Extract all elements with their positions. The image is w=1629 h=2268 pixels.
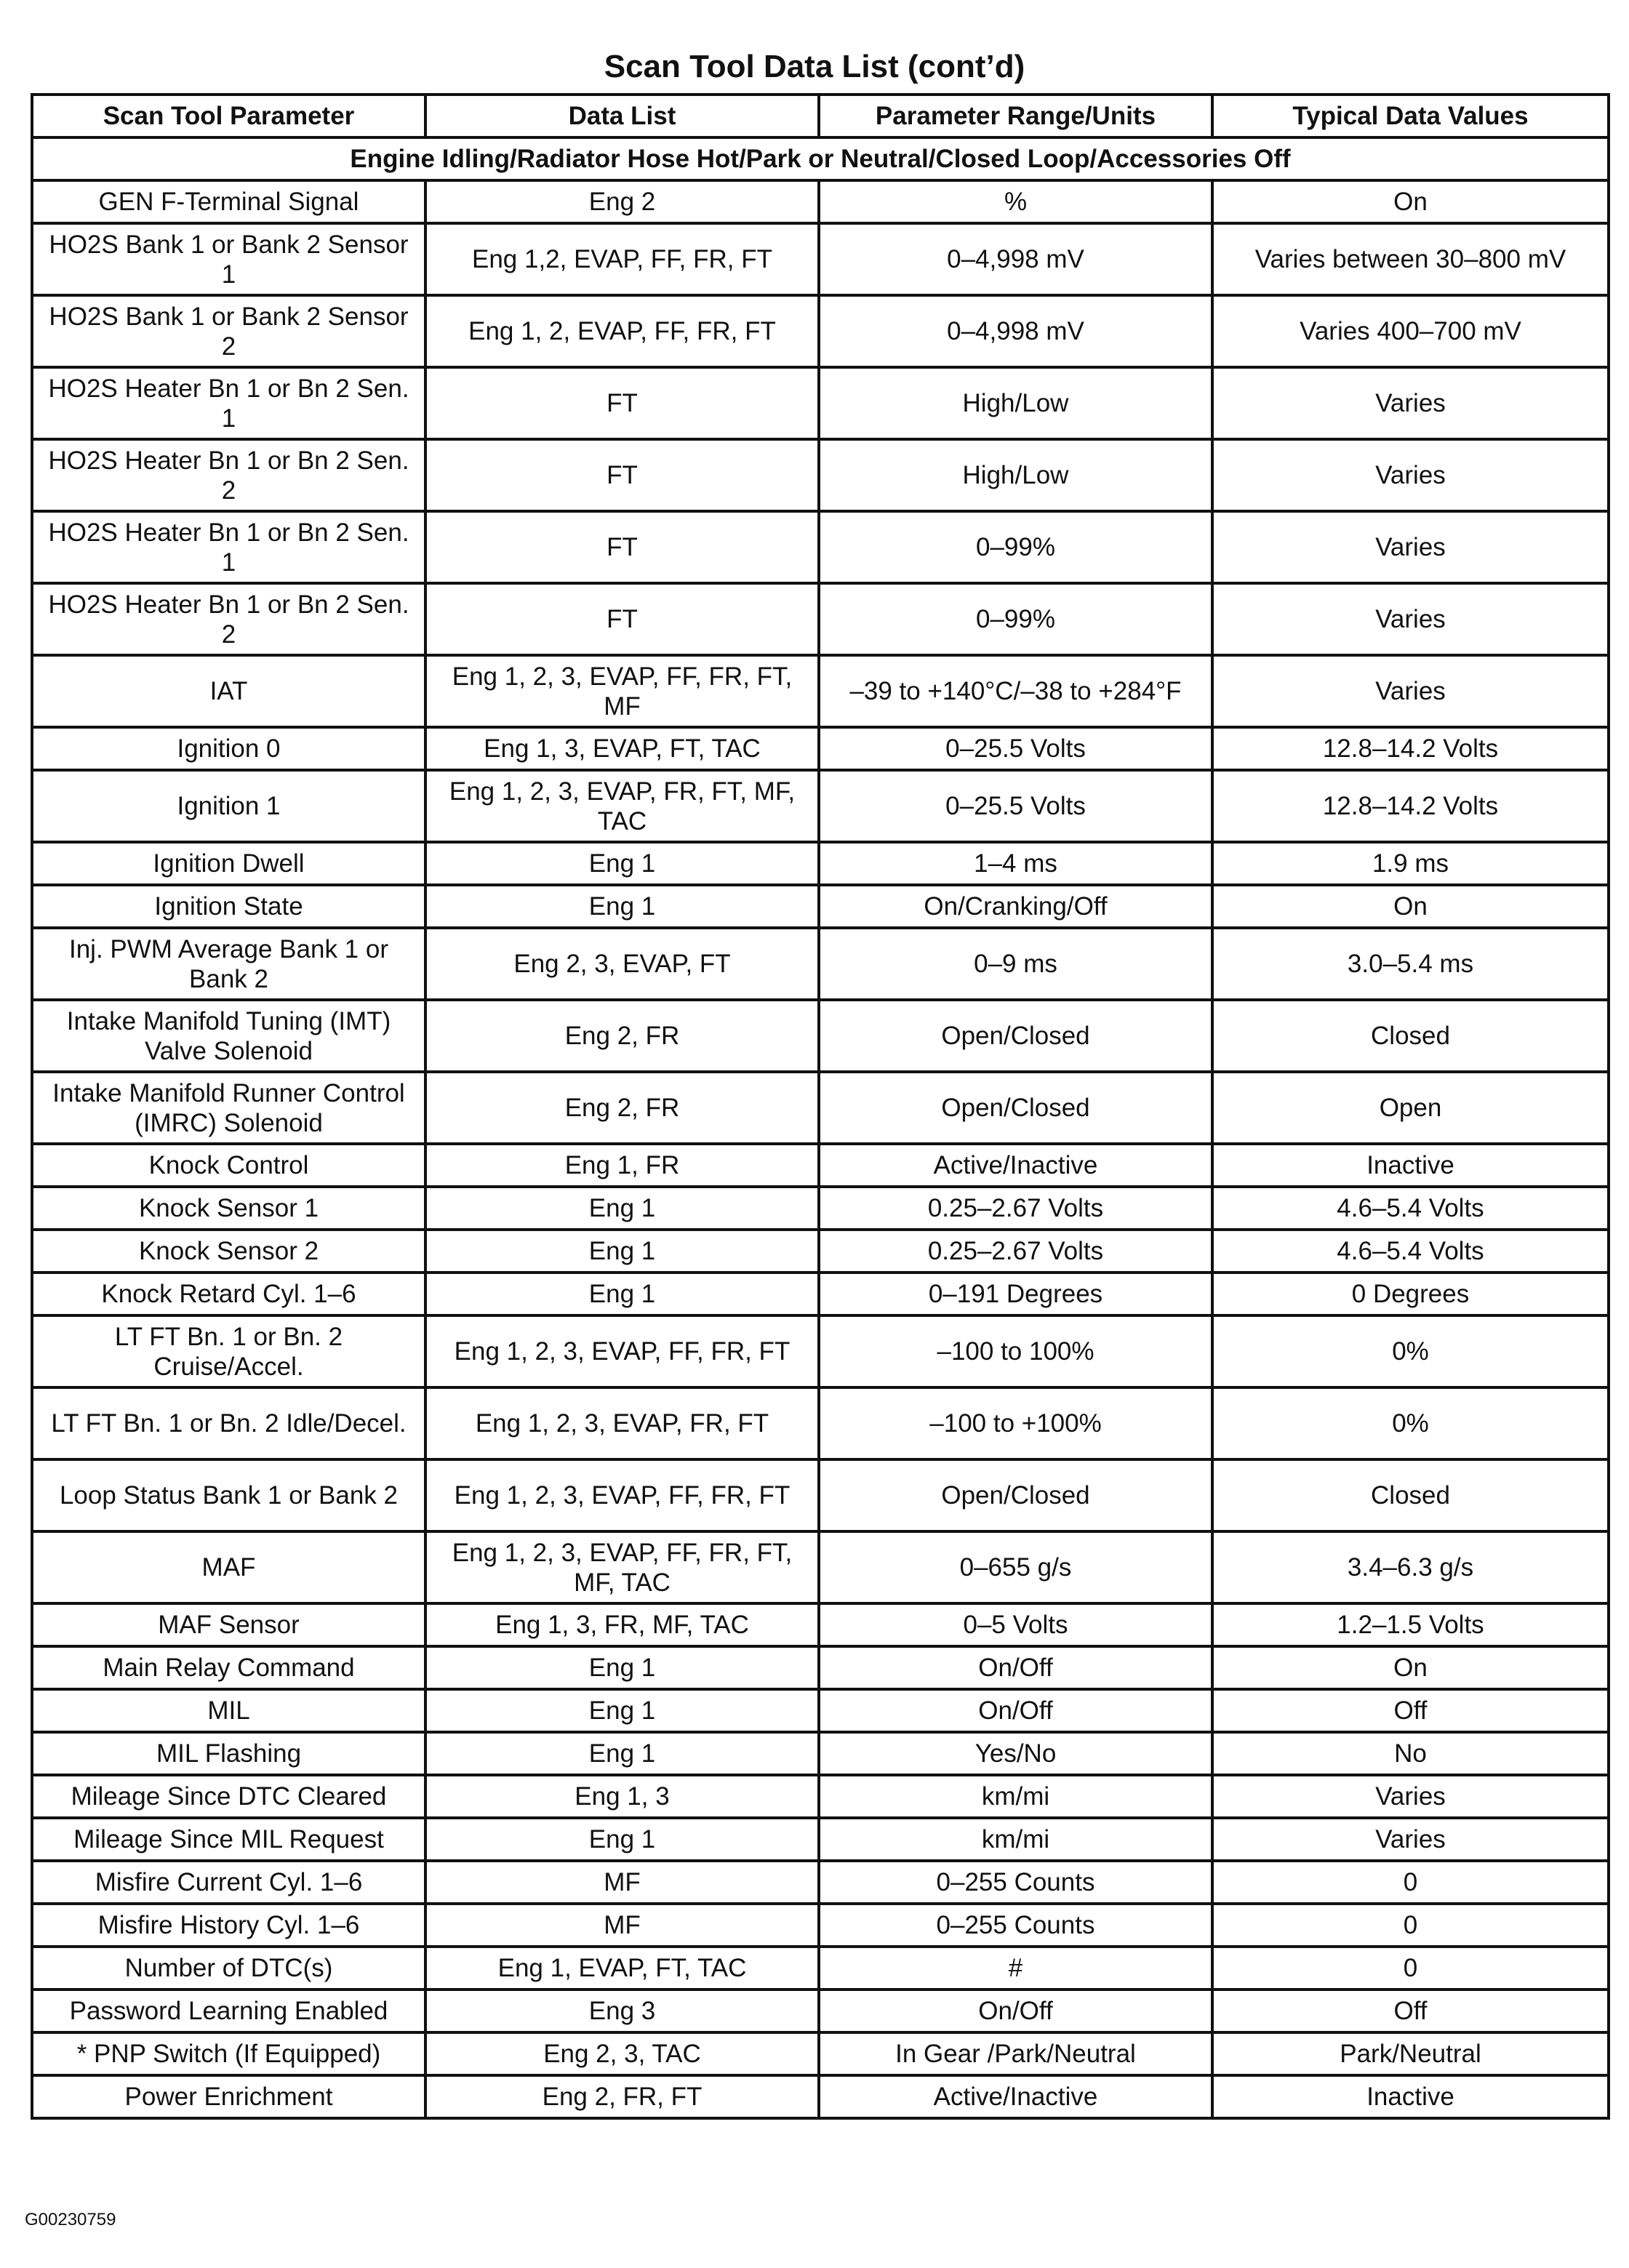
cell-typical-value: Inactive bbox=[1212, 2075, 1609, 2118]
cell-parameter: HO2S Heater Bn 1 or Bn 2 Sen. 1 bbox=[32, 511, 425, 583]
condition-row bbox=[32, 137, 1609, 180]
cell-range-units: In Gear /Park/Neutral bbox=[819, 2032, 1212, 2075]
cell-range-units: Open/Closed bbox=[819, 1000, 1212, 1072]
cell-parameter: Ignition State bbox=[32, 885, 425, 928]
cell-parameter: HO2S Heater Bn 1 or Bn 2 Sen. 2 bbox=[32, 583, 425, 655]
cell-data-list: Eng 1 bbox=[425, 1646, 819, 1689]
cell-parameter: Knock Control bbox=[32, 1144, 425, 1187]
table-row bbox=[32, 1072, 1609, 1144]
column-header-typical-values: Typical Data Values bbox=[1212, 95, 1609, 137]
cell-parameter: MAF bbox=[32, 1531, 425, 1603]
cell-typical-value: Varies bbox=[1212, 655, 1609, 727]
column-header-parameter: Scan Tool Parameter bbox=[32, 95, 425, 137]
cell-data-list: Eng 1 bbox=[425, 842, 819, 885]
cell-range-units: 0.25–2.67 Volts bbox=[819, 1230, 1212, 1273]
cell-typical-value: Varies 400–700 mV bbox=[1212, 295, 1609, 367]
cell-parameter: HO2S Bank 1 or Bank 2 Sensor 2 bbox=[32, 295, 425, 367]
cell-range-units: High/Low bbox=[819, 439, 1212, 511]
cell-range-units: On/Off bbox=[819, 1646, 1212, 1689]
cell-parameter: Mileage Since DTC Cleared bbox=[32, 1775, 425, 1818]
table-row bbox=[32, 1273, 1609, 1315]
table-row bbox=[32, 1989, 1609, 2032]
cell-data-list: Eng 1 bbox=[425, 1818, 819, 1861]
cell-typical-value: 12.8–14.2 Volts bbox=[1212, 727, 1609, 770]
cell-typical-value: 3.0–5.4 ms bbox=[1212, 928, 1609, 1000]
cell-data-list: FT bbox=[425, 367, 819, 439]
cell-typical-value: 0 bbox=[1212, 1861, 1609, 1904]
cell-data-list: Eng 1 bbox=[425, 1689, 819, 1732]
cell-range-units: 0.25–2.67 Volts bbox=[819, 1187, 1212, 1230]
cell-parameter: Intake Manifold Tuning (IMT) Valve Solenoid bbox=[32, 1000, 425, 1072]
table-row bbox=[32, 1646, 1609, 1689]
table-body bbox=[32, 137, 1609, 2118]
cell-data-list: Eng 1 bbox=[425, 885, 819, 928]
cell-data-list: MF bbox=[425, 1861, 819, 1904]
cell-range-units: 0–9 ms bbox=[819, 928, 1212, 1000]
table-row bbox=[32, 1603, 1609, 1646]
cell-typical-value: 0 Degrees bbox=[1212, 1273, 1609, 1315]
cell-range-units: 1–4 ms bbox=[819, 842, 1212, 885]
column-header-range-units: Parameter Range/Units bbox=[819, 95, 1212, 137]
cell-typical-value: Varies bbox=[1212, 1818, 1609, 1861]
cell-typical-value: Varies bbox=[1212, 367, 1609, 439]
figure-id: G00230759 bbox=[25, 2210, 116, 2229]
cell-range-units: Active/Inactive bbox=[819, 2075, 1212, 2118]
cell-parameter: * PNP Switch (If Equipped) bbox=[32, 2032, 425, 2075]
cell-parameter: Ignition 1 bbox=[32, 770, 425, 842]
cell-data-list: Eng 1 bbox=[425, 1273, 819, 1315]
cell-parameter: Intake Manifold Runner Control (IMRC) Solenoid bbox=[32, 1072, 425, 1144]
cell-parameter: Ignition Dwell bbox=[32, 842, 425, 885]
table-row bbox=[32, 180, 1609, 223]
table-row bbox=[32, 885, 1609, 928]
cell-data-list: MF bbox=[425, 1904, 819, 1947]
table-row bbox=[32, 1775, 1609, 1818]
cell-typical-value: 0 bbox=[1212, 1947, 1609, 1989]
table-row bbox=[32, 842, 1609, 885]
cell-parameter: Number of DTC(s) bbox=[32, 1947, 425, 1989]
cell-parameter: Main Relay Command bbox=[32, 1646, 425, 1689]
cell-data-list: Eng 1, 2, 3, EVAP, FF, FR, FT, MF, TAC bbox=[425, 1531, 819, 1603]
cell-parameter: Misfire History Cyl. 1–6 bbox=[32, 1904, 425, 1947]
cell-parameter: Knock Sensor 2 bbox=[32, 1230, 425, 1273]
cell-typical-value: Varies bbox=[1212, 583, 1609, 655]
cell-parameter: HO2S Heater Bn 1 or Bn 2 Sen. 1 bbox=[32, 367, 425, 439]
cell-parameter: IAT bbox=[32, 655, 425, 727]
cell-range-units: On/Off bbox=[819, 1989, 1212, 2032]
table-row bbox=[32, 1187, 1609, 1230]
cell-range-units: 0–655 g/s bbox=[819, 1531, 1212, 1603]
table-row bbox=[32, 295, 1609, 367]
cell-typical-value: On bbox=[1212, 885, 1609, 928]
cell-parameter: MIL Flashing bbox=[32, 1732, 425, 1775]
table-row bbox=[32, 770, 1609, 842]
table-row bbox=[32, 1459, 1609, 1531]
cell-data-list: Eng 2, FR bbox=[425, 1072, 819, 1144]
cell-parameter: HO2S Heater Bn 1 or Bn 2 Sen. 2 bbox=[32, 439, 425, 511]
cell-typical-value: Open bbox=[1212, 1072, 1609, 1144]
table-row bbox=[32, 2075, 1609, 2118]
cell-typical-value: 3.4–6.3 g/s bbox=[1212, 1531, 1609, 1603]
cell-data-list: Eng 2, 3, TAC bbox=[425, 2032, 819, 2075]
cell-range-units: On/Off bbox=[819, 1689, 1212, 1732]
cell-range-units: –100 to +100% bbox=[819, 1387, 1212, 1459]
table-row bbox=[32, 511, 1609, 583]
cell-range-units: Active/Inactive bbox=[819, 1144, 1212, 1187]
cell-typical-value: Varies bbox=[1212, 1775, 1609, 1818]
cell-parameter: MAF Sensor bbox=[32, 1603, 425, 1646]
cell-typical-value: 0% bbox=[1212, 1387, 1609, 1459]
cell-data-list: Eng 1, 3, FR, MF, TAC bbox=[425, 1603, 819, 1646]
cell-typical-value: Varies between 30–800 mV bbox=[1212, 223, 1609, 295]
cell-range-units: km/mi bbox=[819, 1775, 1212, 1818]
cell-parameter: LT FT Bn. 1 or Bn. 2 Idle/Decel. bbox=[32, 1387, 425, 1459]
table-row bbox=[32, 928, 1609, 1000]
table-row bbox=[32, 1947, 1609, 1989]
cell-typical-value: Off bbox=[1212, 1989, 1609, 2032]
cell-range-units: km/mi bbox=[819, 1818, 1212, 1861]
table-row bbox=[32, 223, 1609, 295]
cell-parameter: Misfire Current Cyl. 1–6 bbox=[32, 1861, 425, 1904]
cell-data-list: Eng 1 bbox=[425, 1187, 819, 1230]
cell-data-list: Eng 2, FR bbox=[425, 1000, 819, 1072]
cell-data-list: Eng 2, FR, FT bbox=[425, 2075, 819, 2118]
cell-parameter: Knock Retard Cyl. 1–6 bbox=[32, 1273, 425, 1315]
cell-data-list: Eng 1, 2, 3, EVAP, FR, FT bbox=[425, 1387, 819, 1459]
cell-typical-value: Park/Neutral bbox=[1212, 2032, 1609, 2075]
cell-typical-value: 12.8–14.2 Volts bbox=[1212, 770, 1609, 842]
cell-data-list: Eng 1, 2, EVAP, FF, FR, FT bbox=[425, 295, 819, 367]
cell-typical-value: 1.9 ms bbox=[1212, 842, 1609, 885]
cell-typical-value: Closed bbox=[1212, 1000, 1609, 1072]
table-row bbox=[32, 1689, 1609, 1732]
cell-data-list: Eng 1,2, EVAP, FF, FR, FT bbox=[425, 223, 819, 295]
cell-data-list: Eng 1, 2, 3, EVAP, FF, FR, FT, MF bbox=[425, 655, 819, 727]
cell-data-list: Eng 2 bbox=[425, 180, 819, 223]
cell-range-units: 0–4,998 mV bbox=[819, 295, 1212, 367]
cell-range-units: 0–255 Counts bbox=[819, 1861, 1212, 1904]
cell-range-units: Open/Closed bbox=[819, 1072, 1212, 1144]
cell-parameter: Power Enrichment bbox=[32, 2075, 425, 2118]
cell-range-units: 0–99% bbox=[819, 511, 1212, 583]
cell-parameter: Ignition 0 bbox=[32, 727, 425, 770]
cell-range-units: % bbox=[819, 180, 1212, 223]
cell-range-units: 0–99% bbox=[819, 583, 1212, 655]
cell-typical-value: 4.6–5.4 Volts bbox=[1212, 1230, 1609, 1273]
cell-data-list: Eng 1, 2, 3, EVAP, FF, FR, FT bbox=[425, 1315, 819, 1387]
table-row bbox=[32, 439, 1609, 511]
table-row bbox=[32, 1000, 1609, 1072]
cell-range-units: Open/Closed bbox=[819, 1459, 1212, 1531]
cell-range-units: 0–191 Degrees bbox=[819, 1273, 1212, 1315]
table-header-row bbox=[32, 95, 1609, 137]
table-row bbox=[32, 367, 1609, 439]
cell-typical-value: Varies bbox=[1212, 511, 1609, 583]
cell-typical-value: Varies bbox=[1212, 439, 1609, 511]
table-row bbox=[32, 1818, 1609, 1861]
table-row bbox=[32, 1387, 1609, 1459]
table-row bbox=[32, 1531, 1609, 1603]
cell-data-list: Eng 1 bbox=[425, 1230, 819, 1273]
scan-tool-data-table bbox=[31, 93, 1610, 2120]
cell-data-list: Eng 1 bbox=[425, 1732, 819, 1775]
cell-range-units: 0–255 Counts bbox=[819, 1904, 1212, 1947]
cell-range-units: High/Low bbox=[819, 367, 1212, 439]
table-row bbox=[32, 1315, 1609, 1387]
table-row bbox=[32, 583, 1609, 655]
cell-range-units: # bbox=[819, 1947, 1212, 1989]
cell-parameter: Password Learning Enabled bbox=[32, 1989, 425, 2032]
condition-banner: Engine Idling/Radiator Hose Hot/Park or Neutral/Closed Loop/Accessories Off bbox=[32, 137, 1609, 180]
cell-parameter: Inj. PWM Average Bank 1 or Bank 2 bbox=[32, 928, 425, 1000]
cell-data-list: FT bbox=[425, 583, 819, 655]
cell-range-units: 0–25.5 Volts bbox=[819, 770, 1212, 842]
cell-data-list: Eng 1, EVAP, FT, TAC bbox=[425, 1947, 819, 1989]
cell-data-list: FT bbox=[425, 439, 819, 511]
cell-data-list: Eng 1, 2, 3, EVAP, FF, FR, FT bbox=[425, 1459, 819, 1531]
cell-data-list: Eng 1, 2, 3, EVAP, FR, FT, MF, TAC bbox=[425, 770, 819, 842]
cell-parameter: MIL bbox=[32, 1689, 425, 1732]
page-title: Scan Tool Data List (cont’d) bbox=[604, 49, 1025, 84]
cell-typical-value: Closed bbox=[1212, 1459, 1609, 1531]
table-row bbox=[32, 727, 1609, 770]
cell-typical-value: On bbox=[1212, 1646, 1609, 1689]
cell-data-list: FT bbox=[425, 511, 819, 583]
cell-range-units: 0–25.5 Volts bbox=[819, 727, 1212, 770]
cell-typical-value: No bbox=[1212, 1732, 1609, 1775]
cell-parameter: Mileage Since MIL Request bbox=[32, 1818, 425, 1861]
cell-range-units: 0–4,998 mV bbox=[819, 223, 1212, 295]
cell-range-units: Yes/No bbox=[819, 1732, 1212, 1775]
cell-typical-value: 1.2–1.5 Volts bbox=[1212, 1603, 1609, 1646]
cell-range-units: 0–5 Volts bbox=[819, 1603, 1212, 1646]
table-row bbox=[32, 1861, 1609, 1904]
cell-typical-value: On bbox=[1212, 180, 1609, 223]
cell-parameter: Knock Sensor 1 bbox=[32, 1187, 425, 1230]
cell-data-list: Eng 3 bbox=[425, 1989, 819, 2032]
table-row bbox=[32, 1904, 1609, 1947]
cell-parameter: LT FT Bn. 1 or Bn. 2 Cruise/Accel. bbox=[32, 1315, 425, 1387]
cell-parameter: Loop Status Bank 1 or Bank 2 bbox=[32, 1459, 425, 1531]
cell-typical-value: 0% bbox=[1212, 1315, 1609, 1387]
table-row bbox=[32, 2032, 1609, 2075]
cell-range-units: –39 to +140°C/–38 to +284°F bbox=[819, 655, 1212, 727]
cell-range-units: –100 to 100% bbox=[819, 1315, 1212, 1387]
cell-parameter: HO2S Bank 1 or Bank 2 Sensor 1 bbox=[32, 223, 425, 295]
cell-range-units: On/Cranking/Off bbox=[819, 885, 1212, 928]
cell-data-list: Eng 1, 3, EVAP, FT, TAC bbox=[425, 727, 819, 770]
cell-typical-value: 4.6–5.4 Volts bbox=[1212, 1187, 1609, 1230]
table-row bbox=[32, 1230, 1609, 1273]
table-row bbox=[32, 655, 1609, 727]
column-header-data-list: Data List bbox=[425, 95, 819, 137]
cell-typical-value: 0 bbox=[1212, 1904, 1609, 1947]
table-row bbox=[32, 1732, 1609, 1775]
cell-typical-value: Inactive bbox=[1212, 1144, 1609, 1187]
cell-data-list: Eng 2, 3, EVAP, FT bbox=[425, 928, 819, 1000]
cell-data-list: Eng 1, 3 bbox=[425, 1775, 819, 1818]
cell-data-list: Eng 1, FR bbox=[425, 1144, 819, 1187]
cell-typical-value: Off bbox=[1212, 1689, 1609, 1732]
cell-parameter: GEN F-Terminal Signal bbox=[32, 180, 425, 223]
table-row bbox=[32, 1144, 1609, 1187]
